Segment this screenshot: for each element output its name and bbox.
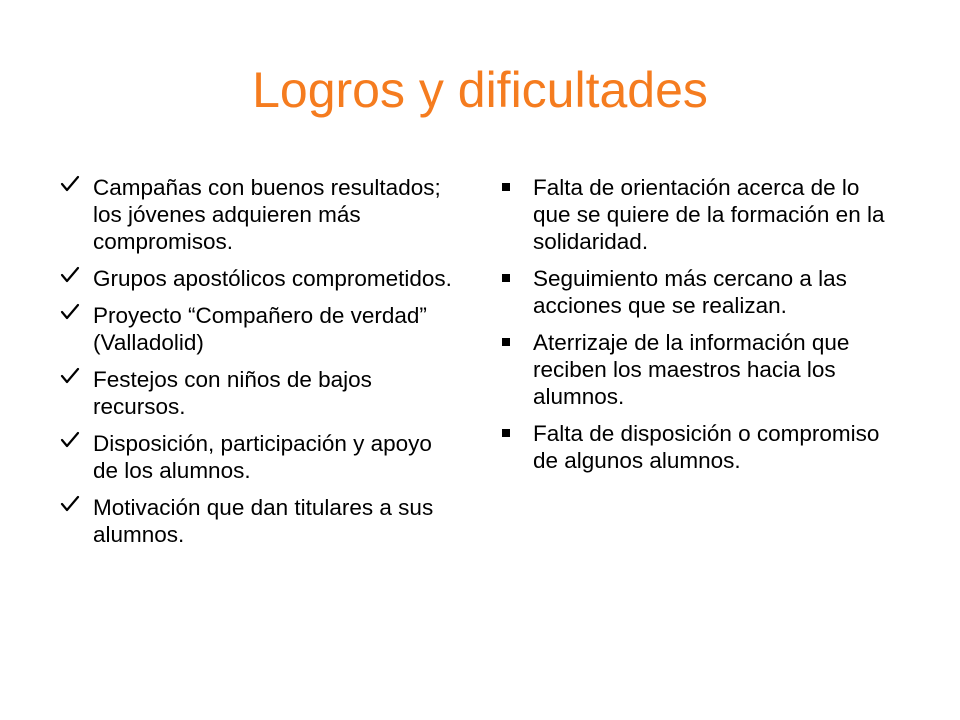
list-item xyxy=(60,366,460,420)
list-item xyxy=(500,420,900,474)
dificultades-list xyxy=(500,174,900,484)
checkmark-icon xyxy=(60,494,84,521)
slide-title: Logros y dificultades xyxy=(252,62,708,118)
square-bullet-icon xyxy=(502,429,510,437)
dificultad-text: Falta de orientación acerca de lo que se quiere de la formación en la solidaridad. xyxy=(533,175,885,254)
logro-text: Grupos apostólicos comprometidos. xyxy=(93,266,452,291)
logro-text: Campañas con buenos resultados; los jóvenes adquieren más compromisos. xyxy=(93,175,441,254)
list-item xyxy=(500,174,900,255)
logro-text: Festejos con niños de bajos recursos. xyxy=(93,367,372,419)
dificultad-text: Aterrizaje de la información que reciben los maestros hacia los alumnos. xyxy=(533,330,850,409)
square-bullet-icon xyxy=(502,274,510,282)
checkmark-icon xyxy=(60,302,84,329)
square-bullet-icon xyxy=(502,338,510,346)
logro-text: Proyecto “Compañero de verdad” (Valladolid) xyxy=(93,303,427,355)
logro-text: Disposición, participación y apoyo de los alumnos. xyxy=(93,431,432,483)
checkmark-icon xyxy=(60,265,84,292)
list-item xyxy=(500,329,900,410)
checkmark-icon xyxy=(60,174,84,201)
checkmark-icon xyxy=(60,366,84,393)
logro-text: Motivación que dan titulares a sus alumnos. xyxy=(93,495,434,547)
list-item xyxy=(60,494,460,548)
list-item xyxy=(500,265,900,319)
dificultad-text: Seguimiento más cercano a las acciones que se realizan. xyxy=(533,266,847,318)
square-bullet-icon xyxy=(502,183,510,191)
list-item xyxy=(60,430,460,484)
dificultad-text: Falta de disposición o compromiso de algunos alumnos. xyxy=(533,421,880,473)
list-item xyxy=(60,174,460,255)
list-item xyxy=(60,265,460,292)
logros-list xyxy=(60,174,460,558)
list-item xyxy=(60,302,460,356)
checkmark-icon xyxy=(60,430,84,457)
